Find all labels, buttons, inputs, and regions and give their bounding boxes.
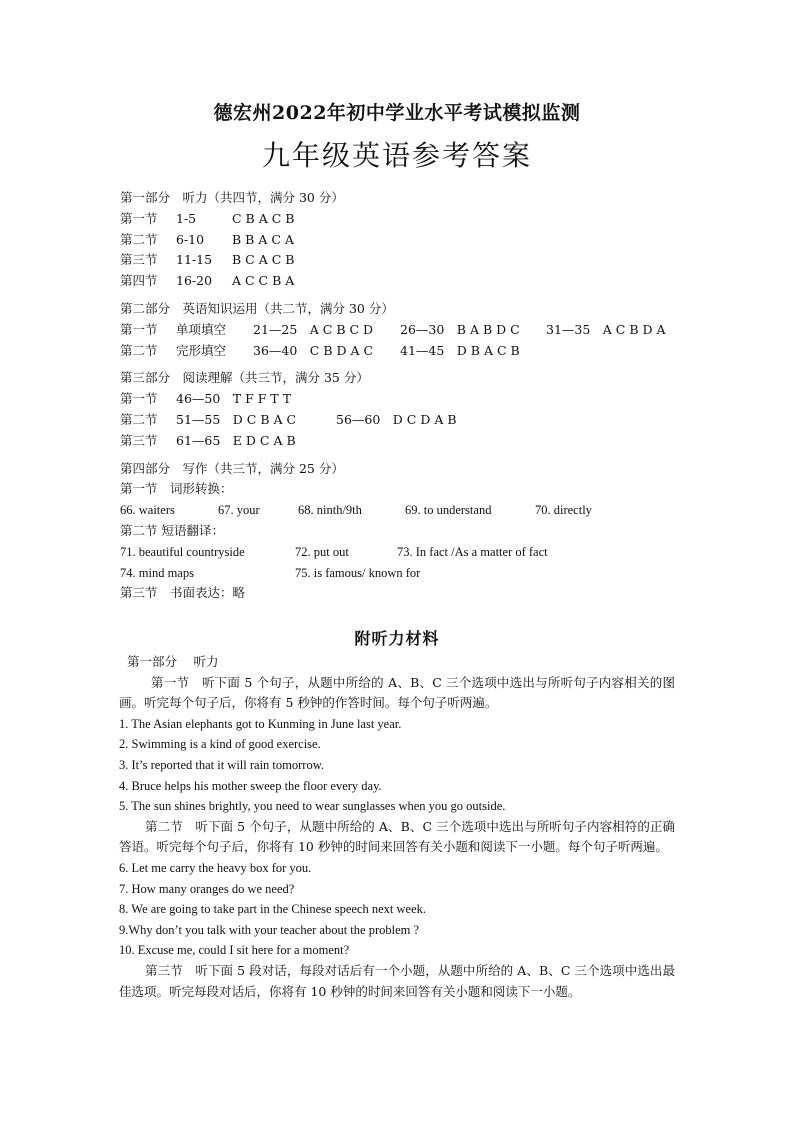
script-sentence: 7. How many oranges do we need? bbox=[119, 881, 295, 896]
answer-row: 第四节 16-20 A C C B A bbox=[120, 273, 295, 289]
exam-title: 德宏州2022年初中学业水平考试模拟监测 bbox=[213, 102, 581, 124]
part2-title: 第二部分 英语知识运用（共二节，满分 30 分） bbox=[120, 300, 394, 316]
phrase-answers: 74. mind maps 75. is famous/ known for bbox=[120, 565, 421, 580]
script-sentence: 3. It’s reported that it will rain tomorrow. bbox=[119, 757, 325, 772]
script-sentence: 4. Bruce helps his mother sweep the floor every day. bbox=[119, 778, 382, 793]
answer-row: 第三节 11-15 B C A C B bbox=[120, 252, 295, 268]
answer-key-title: 九年级英语参考答案 bbox=[261, 139, 532, 172]
answer-row: 第二节 完形填空 36—40 C B D A C 41—45 D B A C B bbox=[120, 342, 520, 358]
answer-row: 第二节 51—55 D C B A C 56—60 D C D A B bbox=[120, 411, 457, 427]
script-sentence: 6. Let me carry the heavy box for you. bbox=[119, 860, 312, 875]
answer-row: 第一节 1-5 C B A C B bbox=[120, 210, 295, 226]
answer-key bbox=[120, 188, 680, 604]
answer-row: 第一节 单项填空 21—25 A C B C D 26—30 B A B D C 31—35 A C B D A bbox=[120, 321, 666, 337]
part4-sec3: 第三节 书面表达：略 bbox=[120, 585, 246, 601]
section3-instruction: 第三节 听下面 5 段对话，每段对话后有一个小题，从题中所给的 A、B、C 三个选项中选出最佳选项。听完每段对话后，你将有 10 秒钟的时间来回答有关小题和阅读下一小题。 bbox=[119, 962, 675, 999]
script-sentence: 8. We are going to take part in the Chinese speech next week. bbox=[119, 902, 426, 917]
word-form-answers: 66. waiters 67. your 68. ninth/9th 69. to understand 70. directly bbox=[120, 503, 592, 518]
listening-script bbox=[119, 652, 675, 1002]
answer-row: 第二节 6-10 B B A C A bbox=[120, 231, 294, 247]
part4-sec2-title: 第二节 短语翻译： bbox=[120, 522, 224, 538]
answer-row: 第一节 46—50 T F F T T bbox=[120, 391, 292, 407]
answer-row: 第三节 61—65 E D C A B bbox=[120, 432, 296, 448]
section2-instruction: 第二节 听下面 5 个句子，从题中所给的 A、B、C 三个选项中选出与所听句子内容相符的正确答语。听完每个句子后，你将有 10 秒钟的时间来回答有关小题和阅读下一小题。每个句子听两遍。 bbox=[119, 818, 675, 855]
script-sentence: 5. The sun shines brightly, you need to wear sunglasses when you go outside. bbox=[119, 799, 506, 814]
script-sentence: 10. Excuse me, could I sit here for a moment? bbox=[119, 943, 350, 958]
script-sentence: 1. The Asian elephants got to Kunming in June last year. bbox=[119, 716, 402, 731]
part4-sec1-title: 第一节 词形转换： bbox=[120, 481, 233, 497]
script-sentence: 2. Swimming is a kind of good exercise. bbox=[119, 737, 321, 752]
script-part1-title: 第一部分 听力 bbox=[127, 654, 219, 669]
script-sentence: 9.Why don’t you talk with your teacher about the problem ? bbox=[119, 922, 420, 937]
part3-title: 第三部分 阅读理解（共三节，满分 35 分） bbox=[120, 370, 369, 386]
part4-title: 第四部分 写作（共三节，满分 25 分） bbox=[120, 460, 344, 476]
part1-title: 第一部分 听力（共四节，满分 30 分） bbox=[120, 190, 344, 205]
appendix-title: 附听力材料 bbox=[354, 629, 440, 648]
section1-instruction: 第一节 听下面 5 个句子，从题中所给的 A、B、C 三个选项中选出与所听句子内容相关的图画。听完每个句子后，你将有 5 秒钟的作答时间。每个句子听两遍。 bbox=[119, 674, 675, 711]
phrase-answers: 71. beautiful countryside 72. put out 73. In fact /As a matter of fact bbox=[120, 544, 548, 559]
